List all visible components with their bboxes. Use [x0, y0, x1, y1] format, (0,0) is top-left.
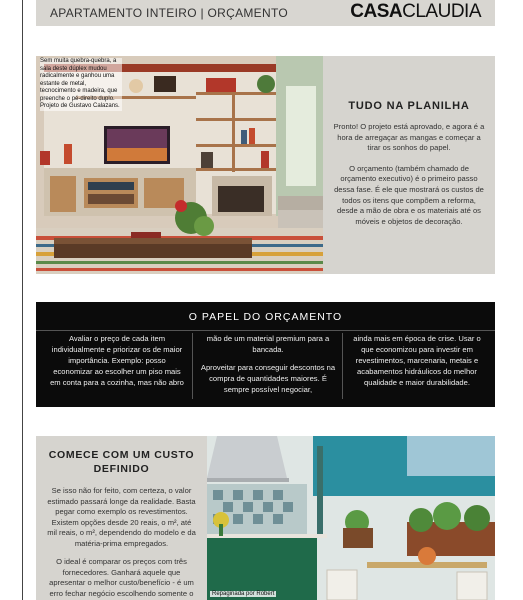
kitchen-balcony-photo — [207, 436, 495, 600]
text-column — [348, 333, 486, 388]
page-margin-rule — [22, 0, 23, 600]
text-column — [199, 333, 337, 395]
column-divider — [342, 333, 343, 399]
column-text: Aproveitar para conseguir descontos na compra de quantidades maiores. É sempre possível negociar, — [200, 363, 336, 394]
intro-paragraph: O orçamento (também chamado de orçamento executivo) é o primeiro passo dessa fase. É ele que mostrará os custos de todos os itens que compõem a reforma, desde a mão de obra e os materiais até os móveis e objetos de decoração. — [334, 163, 484, 226]
defined-cost-panel — [36, 436, 207, 600]
photo-caption: Sem muita quebra-quebra, a sala deste dúplex mudou radicalmente e ganhou uma estante de metal, tecnocimento e madeira, que preenche o pé-direito duplo. Projeto de Gustavo Calazans. — [40, 58, 122, 111]
divider — [36, 330, 495, 331]
column-text: Avaliar o preço de cada item individualmente e priorizar os de maior importância. Exemplo: posso economizar ao escolher um piso mais em conta para a cozinha, mas não abro — [50, 334, 184, 387]
photo-caption: Repaginada por Robert — [212, 591, 275, 597]
intro-paragraph: Pronto! O projeto está aprovado, e agora é a hora de arregaçar as mangas e começar a tirar os sonhos do papel. — [333, 122, 485, 153]
body-paragraph: O ideal é comparar os preços com três fornecedores. Ganhará aquele que apresentar o melhor custo/benefício - é um erro fechar negócio escolhendo somente o — [49, 557, 194, 598]
body-paragraph: Se isso não for feito, com certeza, o valor estimado passará longe da realidade. Basta pegar como exemplo os revestimentos. Existem opções desde 20 reais, o m², até mil reais, o m², dependendo do modelo e da matéria-prima empregados. — [47, 486, 196, 548]
text-column — [48, 333, 186, 388]
section-heading: TUDO NA PLANILHA — [348, 100, 470, 112]
budget-intro-panel — [323, 56, 495, 274]
section-heading: COMECE COM UM CUSTO DEFINIDO — [48, 449, 195, 475]
magazine-logo: CASACLAUDIA — [350, 1, 481, 22]
page-header — [36, 0, 495, 26]
box-heading: O PAPEL DO ORÇAMENTO — [188, 311, 343, 323]
section-title: APARTAMENTO INTEIRO | ORÇAMENTO — [50, 6, 288, 20]
column-divider — [192, 333, 193, 399]
column-text: ainda mais em época de crise. Usar o que economizou para investir em revestimentos, marcenaria, metais e acabamentos hidráulicos do melhor qualidade e maior durabilidade. — [353, 334, 481, 387]
budget-role-box — [36, 302, 495, 407]
living-room-photo — [36, 56, 323, 274]
column-text: mão de um material premium para a bancada. — [206, 334, 330, 354]
